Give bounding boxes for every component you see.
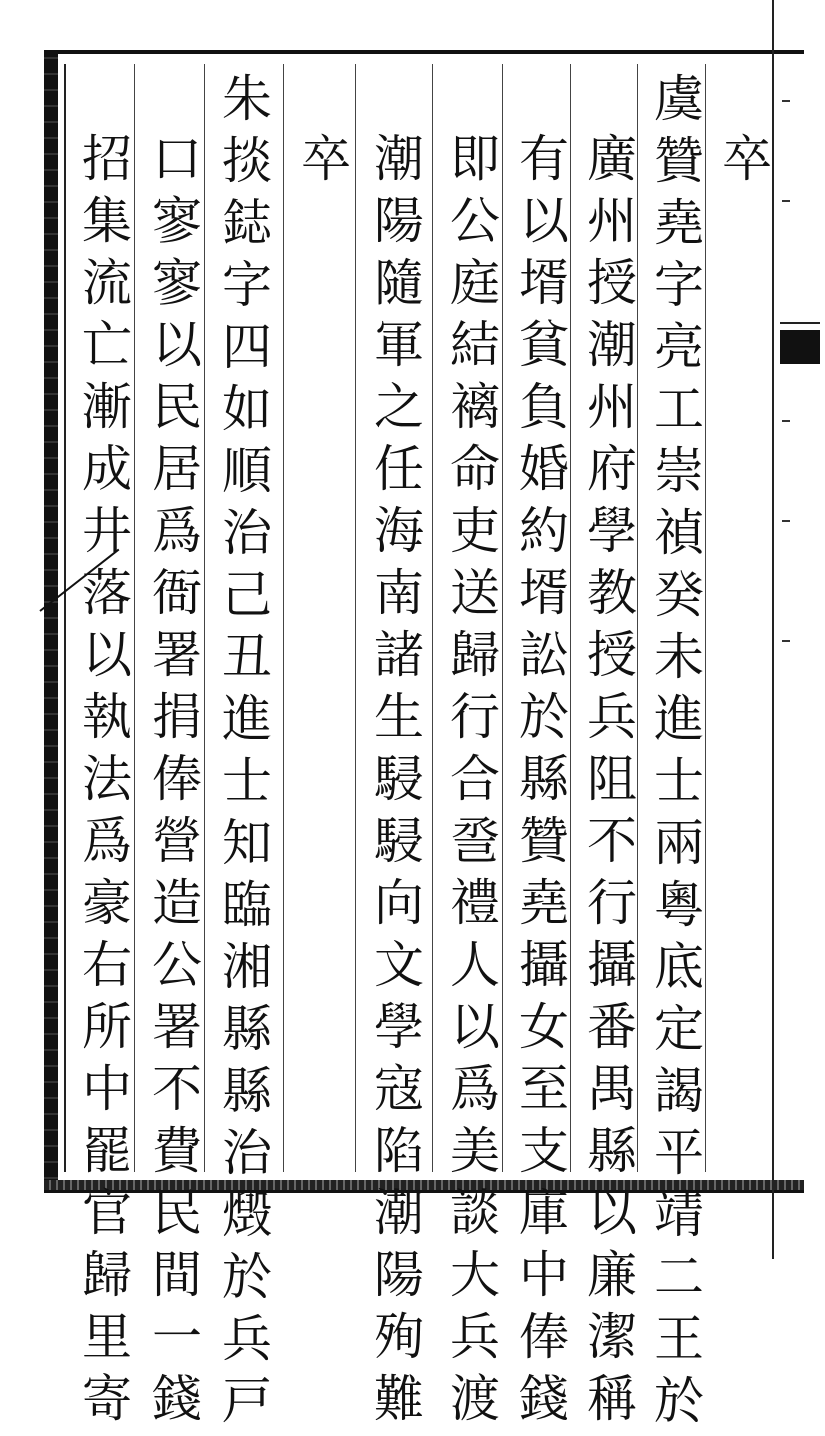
- column-rule: [283, 64, 284, 1172]
- column-rule: [502, 64, 503, 1172]
- column-7-heading: 卒: [293, 132, 351, 182]
- edge-ink-block: [780, 330, 820, 364]
- column-rule: [134, 64, 135, 1172]
- left-border-ornament: [44, 50, 58, 1185]
- column-9-text: 口寥寥以民居爲衙署捐俸營造公署不費民間一錢: [144, 132, 202, 1434]
- column-rule: [204, 64, 205, 1172]
- column-rule: [355, 64, 356, 1172]
- column-6-text: 潮陽隨軍之任海南諸生駸駸向文學寇陷潮陽殉難: [366, 132, 424, 1434]
- column-rule: [637, 64, 638, 1172]
- column-4-text: 有以壻貧負婚約壻訟於縣贊堯攝女至支庫中俸錢: [511, 132, 569, 1434]
- column-rule: [705, 64, 706, 1172]
- column-rule: [432, 64, 433, 1172]
- adjacent-page-edge: [772, 0, 825, 1259]
- column-8-text: 朱掞鋕字四如順治己丑進士知臨湘縣縣治燬於兵戸: [214, 72, 272, 1436]
- edge-rule: [780, 322, 820, 324]
- column-5-text: 即公庭結褵命吏送歸行合巹禮人以爲美談大兵渡: [442, 132, 500, 1434]
- column-3-text: 廣州授潮州府學教授兵阻不行攝番禺縣以廉潔稱: [579, 132, 637, 1434]
- edge-tick: [782, 420, 790, 422]
- column-2-text: 虞贊堯字亮工崇禎癸未進士兩粵底定謁平靖二王於: [646, 72, 704, 1436]
- edge-tick: [782, 100, 790, 102]
- inner-left-rule: [64, 64, 66, 1172]
- column-rule: [570, 64, 571, 1172]
- column-1-heading: 卒: [714, 132, 772, 182]
- edge-tick: [782, 200, 790, 202]
- column-10-text: 招集流亡漸成井落以執法爲豪右所中罷官歸里寄: [74, 132, 132, 1434]
- edge-tick: [782, 640, 790, 642]
- edge-tick: [782, 520, 790, 522]
